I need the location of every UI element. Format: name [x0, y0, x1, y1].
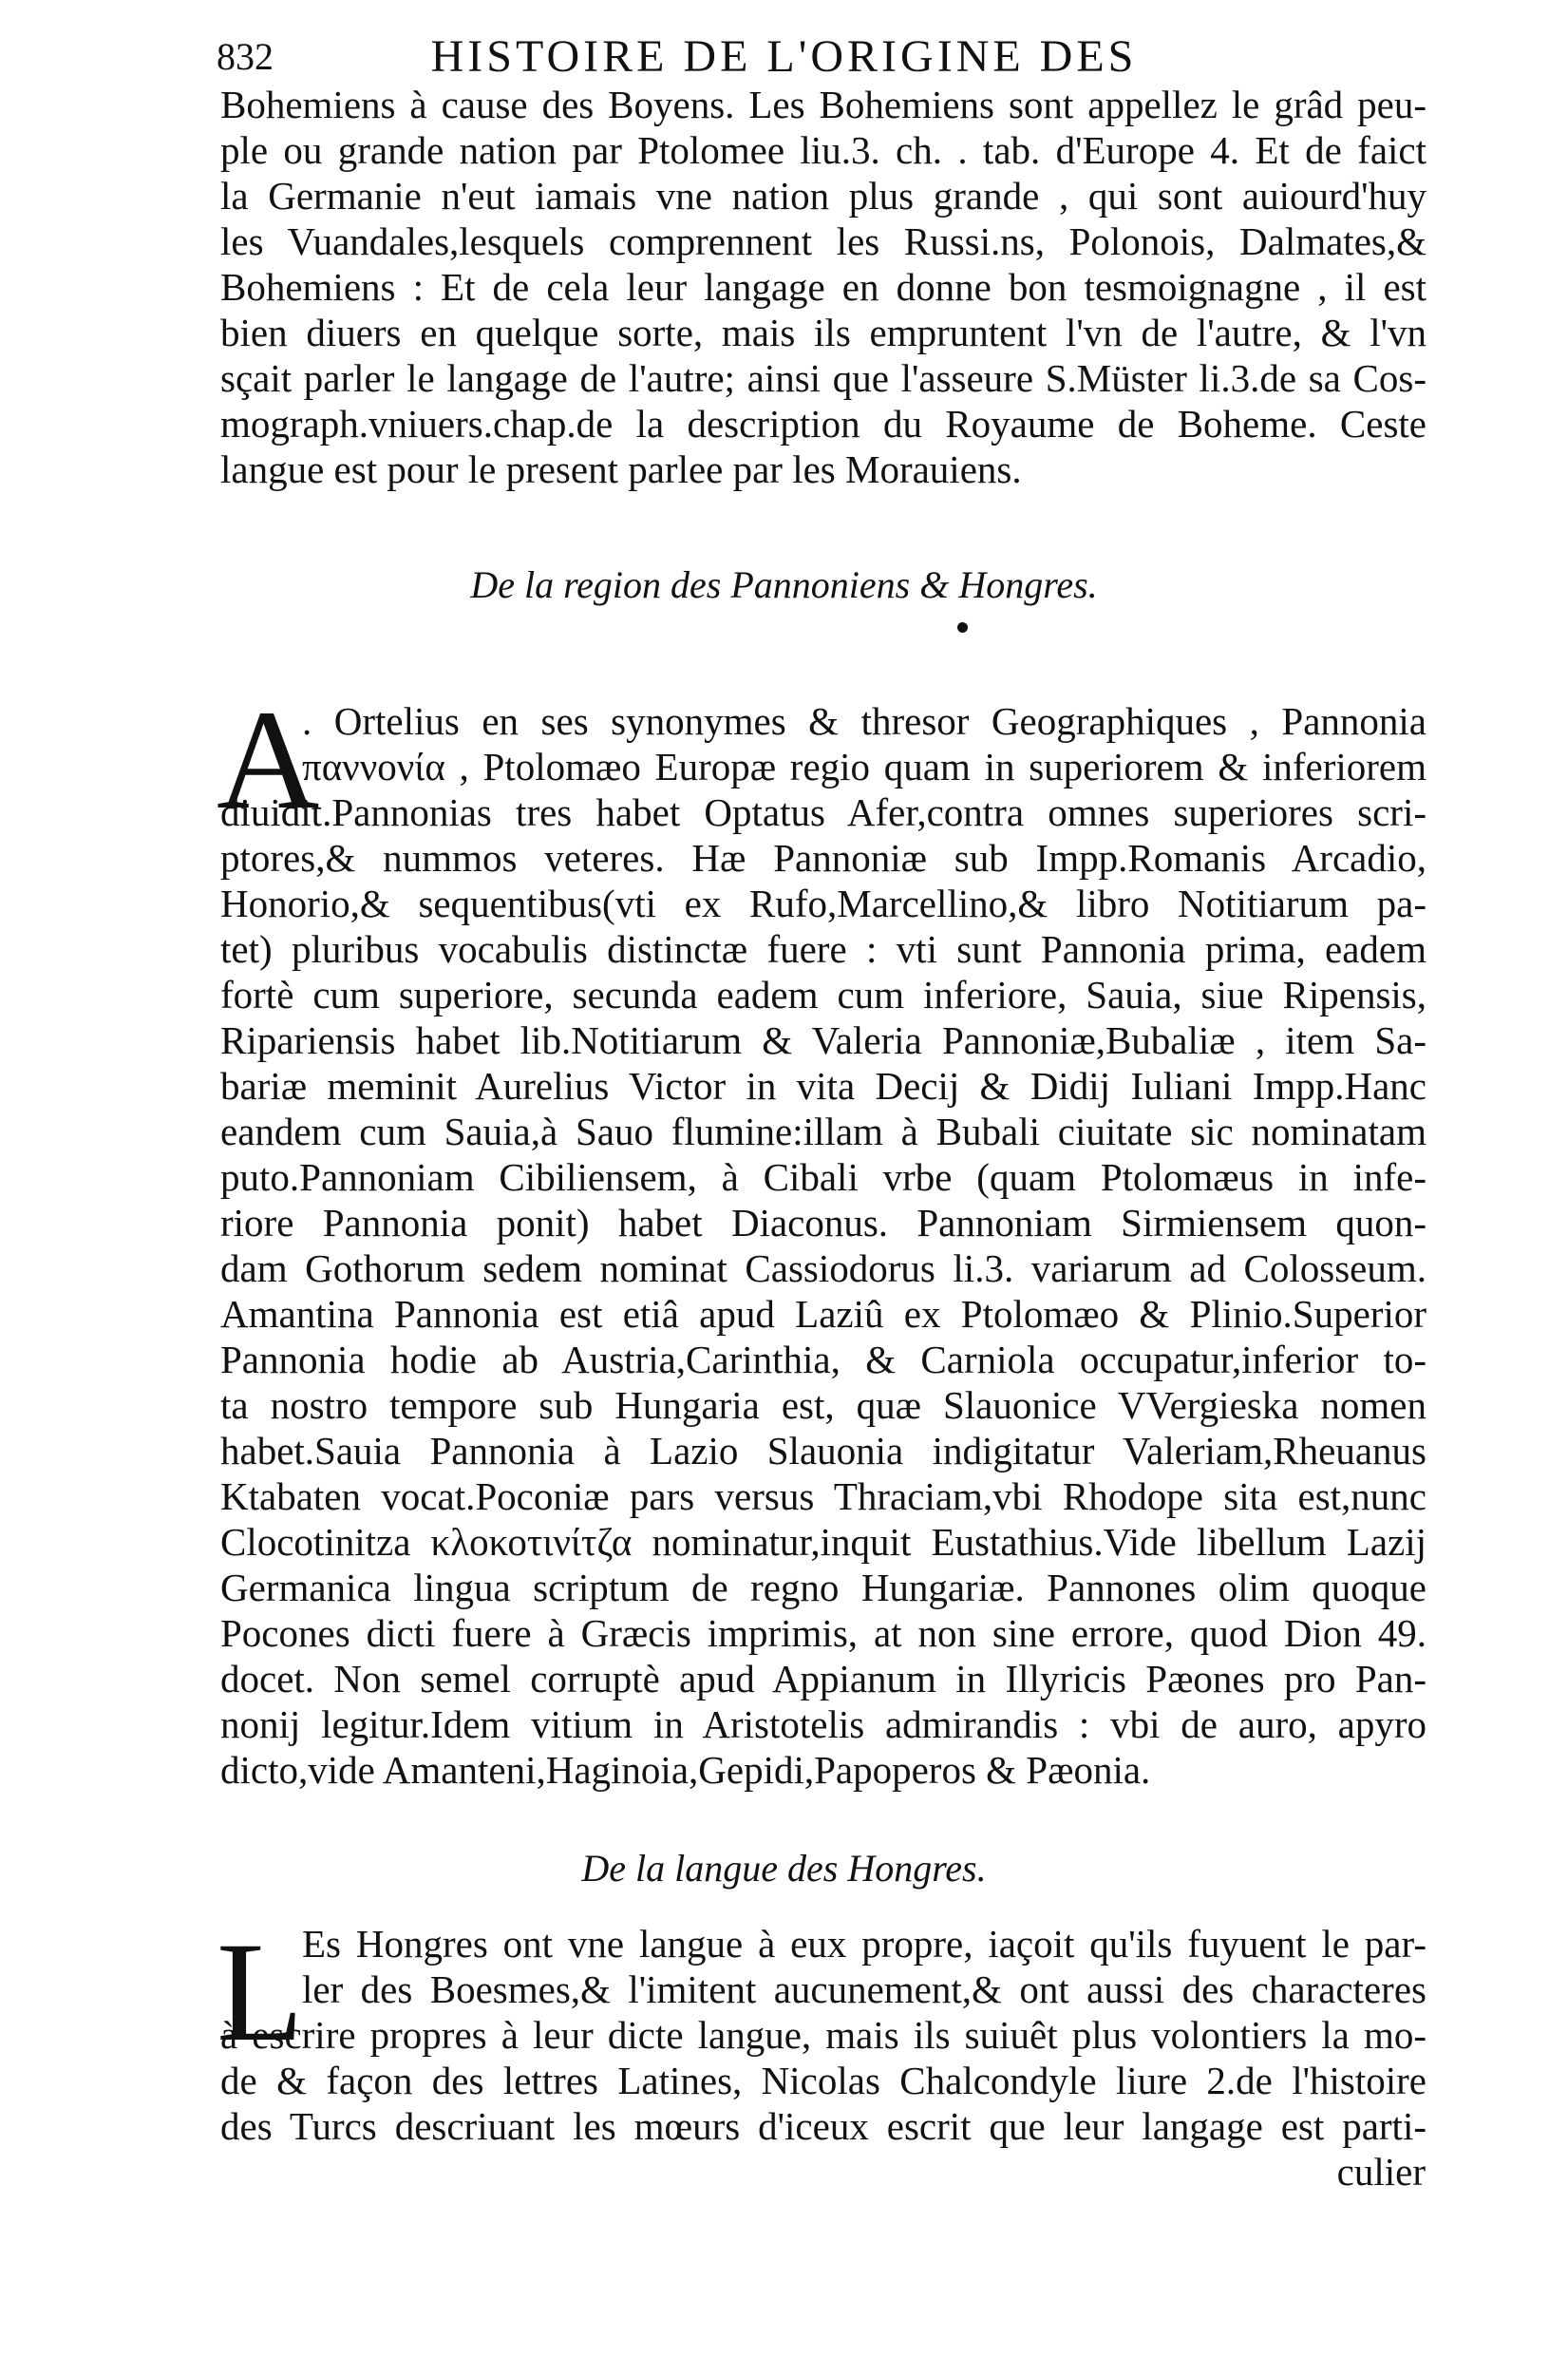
text-line: langue est pour le present parlee par les Morauiens.: [220, 447, 1022, 491]
section2-opening: [302, 1921, 1426, 2012]
text-line: la Germanie n'eut iamais vne nation plus grande , qui sont auiourd'huy: [220, 174, 1426, 218]
text-line: nonij legitur.Idem vitium in Aristotelis admirandis : vbi de auro, apyro: [220, 1702, 1426, 1746]
text-line: diuidit.Pannonias tres habet Optatus Afer,contra omnes superiores scri-: [220, 790, 1426, 834]
text-line: docet. Non semel corruptè apud Appianum in Illyricis Pæones pro Pan-: [220, 1657, 1426, 1700]
text-line: sçait parler le langage de l'autre; ainsi que l'asseure S.Müster li.3.de sa Cos-: [220, 356, 1426, 400]
drop-cap-l: L: [217, 1913, 304, 2071]
text-line: dicto,vide Amanteni,Haginoia,Gepidi,Papoperos & Pæonia.: [220, 1748, 1151, 1792]
text-line: Ktabaten vocat.Poconiæ pars versus Thraciam,vbi Rhodope sita est,nunc: [220, 1474, 1426, 1518]
section2-paragraph: [220, 2012, 1426, 2149]
running-title: HISTOIRE DE L'ORIGINE DES: [430, 31, 1138, 82]
catchword: culier: [1336, 2150, 1426, 2194]
text-line: Ripariensis habet lib.Notitiarum & Valeria Pannoniæ,Bubaliæ , item Sa-: [220, 1018, 1426, 1062]
text-line: Pocones dicti fuere à Græcis imprimis, at non sine errore, quod Dion 49.: [220, 1611, 1426, 1655]
text-line: habet.Sauia Pannonia à Lazio Slauonia indigitatur Valeriam,Rheuanus: [220, 1429, 1426, 1472]
intro-paragraph: [220, 82, 1426, 492]
text-line: . Ortelius en ses synonymes & thresor Geographiques , Pannonia: [302, 699, 1426, 743]
text-line: παννονία , Ptolomæo Europæ regio quam in superiorem & inferiorem: [302, 745, 1426, 788]
text-line: riore Pannonia ponit) habet Diaconus. Pannoniam Sirmiensem quon-: [220, 1201, 1426, 1244]
section-heading-langue: De la langue des Hongres.: [581, 1847, 987, 1890]
text-line: dam Gothorum sedem nominat Cassiodorus li.3. variarum ad Colosseum.: [220, 1246, 1426, 1290]
text-line: de & façon des lettres Latines, Nicolas Chalcondyle liure 2.de l'histoire: [220, 2059, 1426, 2102]
text-line: bien diuers en quelque sorte, mais ils empruntent l'vn de l'autre, & l'vn: [220, 311, 1426, 354]
text-line: à escrire propres à leur dicte langue, mais ils suiuêt plus volontiers la mo-: [220, 2013, 1426, 2057]
text-line: fortè cum superiore, secunda eadem cum inferiore, Sauia, siue Ripensis,: [220, 973, 1426, 1016]
text-line: ple ou grande nation par Ptolomee liu.3. ch. . tab. d'Europe 4. Et de faict: [220, 128, 1426, 172]
drop-cap-a: A: [217, 681, 320, 839]
text-line: Honorio,& sequentibus(vti ex Rufo,Marcellino,& libro Notitiarum pa-: [220, 882, 1426, 925]
text-line: ptores,& nummos veteres. Hæ Pannoniæ sub Impp.Romanis Arcadio,: [220, 836, 1426, 880]
text-line: eandem cum Sauia,à Sauo flumine:illam à Bubali ciuitate sic nominatam: [220, 1110, 1426, 1153]
text-line: Germanica lingua scriptum de regno Hungariæ. Pannones olim quoque: [220, 1566, 1426, 1609]
ornament-dot: [957, 622, 968, 633]
text-line: puto.Pannoniam Cibiliensem, à Cibali vrbe (quam Ptolomæus in infe-: [220, 1155, 1426, 1199]
text-line: Clocotinitza κλοκοτινίτζα nominatur,inquit Eustathius.Vide libellum Lazij: [220, 1520, 1426, 1564]
section1-opening: [302, 698, 1426, 789]
text-line: mograph.vniuers.chap.de la description du Royaume de Boheme. Ceste: [220, 402, 1426, 446]
text-line: bariæ meminit Aurelius Victor in vita Decij & Didij Iuliani Impp.Hanc: [220, 1064, 1426, 1108]
text-line: Es Hongres ont vne langue à eux propre, iaçoit qu'ils fuyuent le par-: [302, 1922, 1426, 1966]
text-line: tet) pluribus vocabulis distinctæ fuere : vti sunt Pannonia prima, eadem: [220, 927, 1426, 971]
text-line: ler des Boesmes,& l'imitent aucunement,& ont aussi des characteres: [302, 1967, 1426, 2011]
text-line: Amantina Pannonia est etiâ apud Laziû ex Ptolomæo & Plinio.Superior: [220, 1292, 1426, 1336]
page-number: 832: [217, 35, 274, 78]
text-line: des Turcs descriuant les mœurs d'iceux escrit que leur langage est parti-: [220, 2104, 1426, 2148]
text-line: Bohemiens : Et de cela leur langage en donne bon tesmoignagne , il est: [220, 265, 1426, 309]
section1-paragraph: [220, 789, 1426, 1793]
text-line: les Vuandales,lesquels comprennent les Russi.ns, Polonois, Dalmates,&: [220, 219, 1426, 263]
text-line: Bohemiens à cause des Boyens. Les Bohemiens sont appellez le grâd peu-: [220, 83, 1426, 126]
text-line: Pannonia hodie ab Austria,Carinthia, & Carniola occupatur,inferior to-: [220, 1338, 1426, 1381]
page-header: [0, 28, 1568, 86]
text-line: ta nostro tempore sub Hungaria est, quæ Slauonice VVergieska nomen: [220, 1383, 1426, 1427]
section-heading-pannoniens: De la region des Pannoniens & Hongres.: [470, 563, 1098, 606]
